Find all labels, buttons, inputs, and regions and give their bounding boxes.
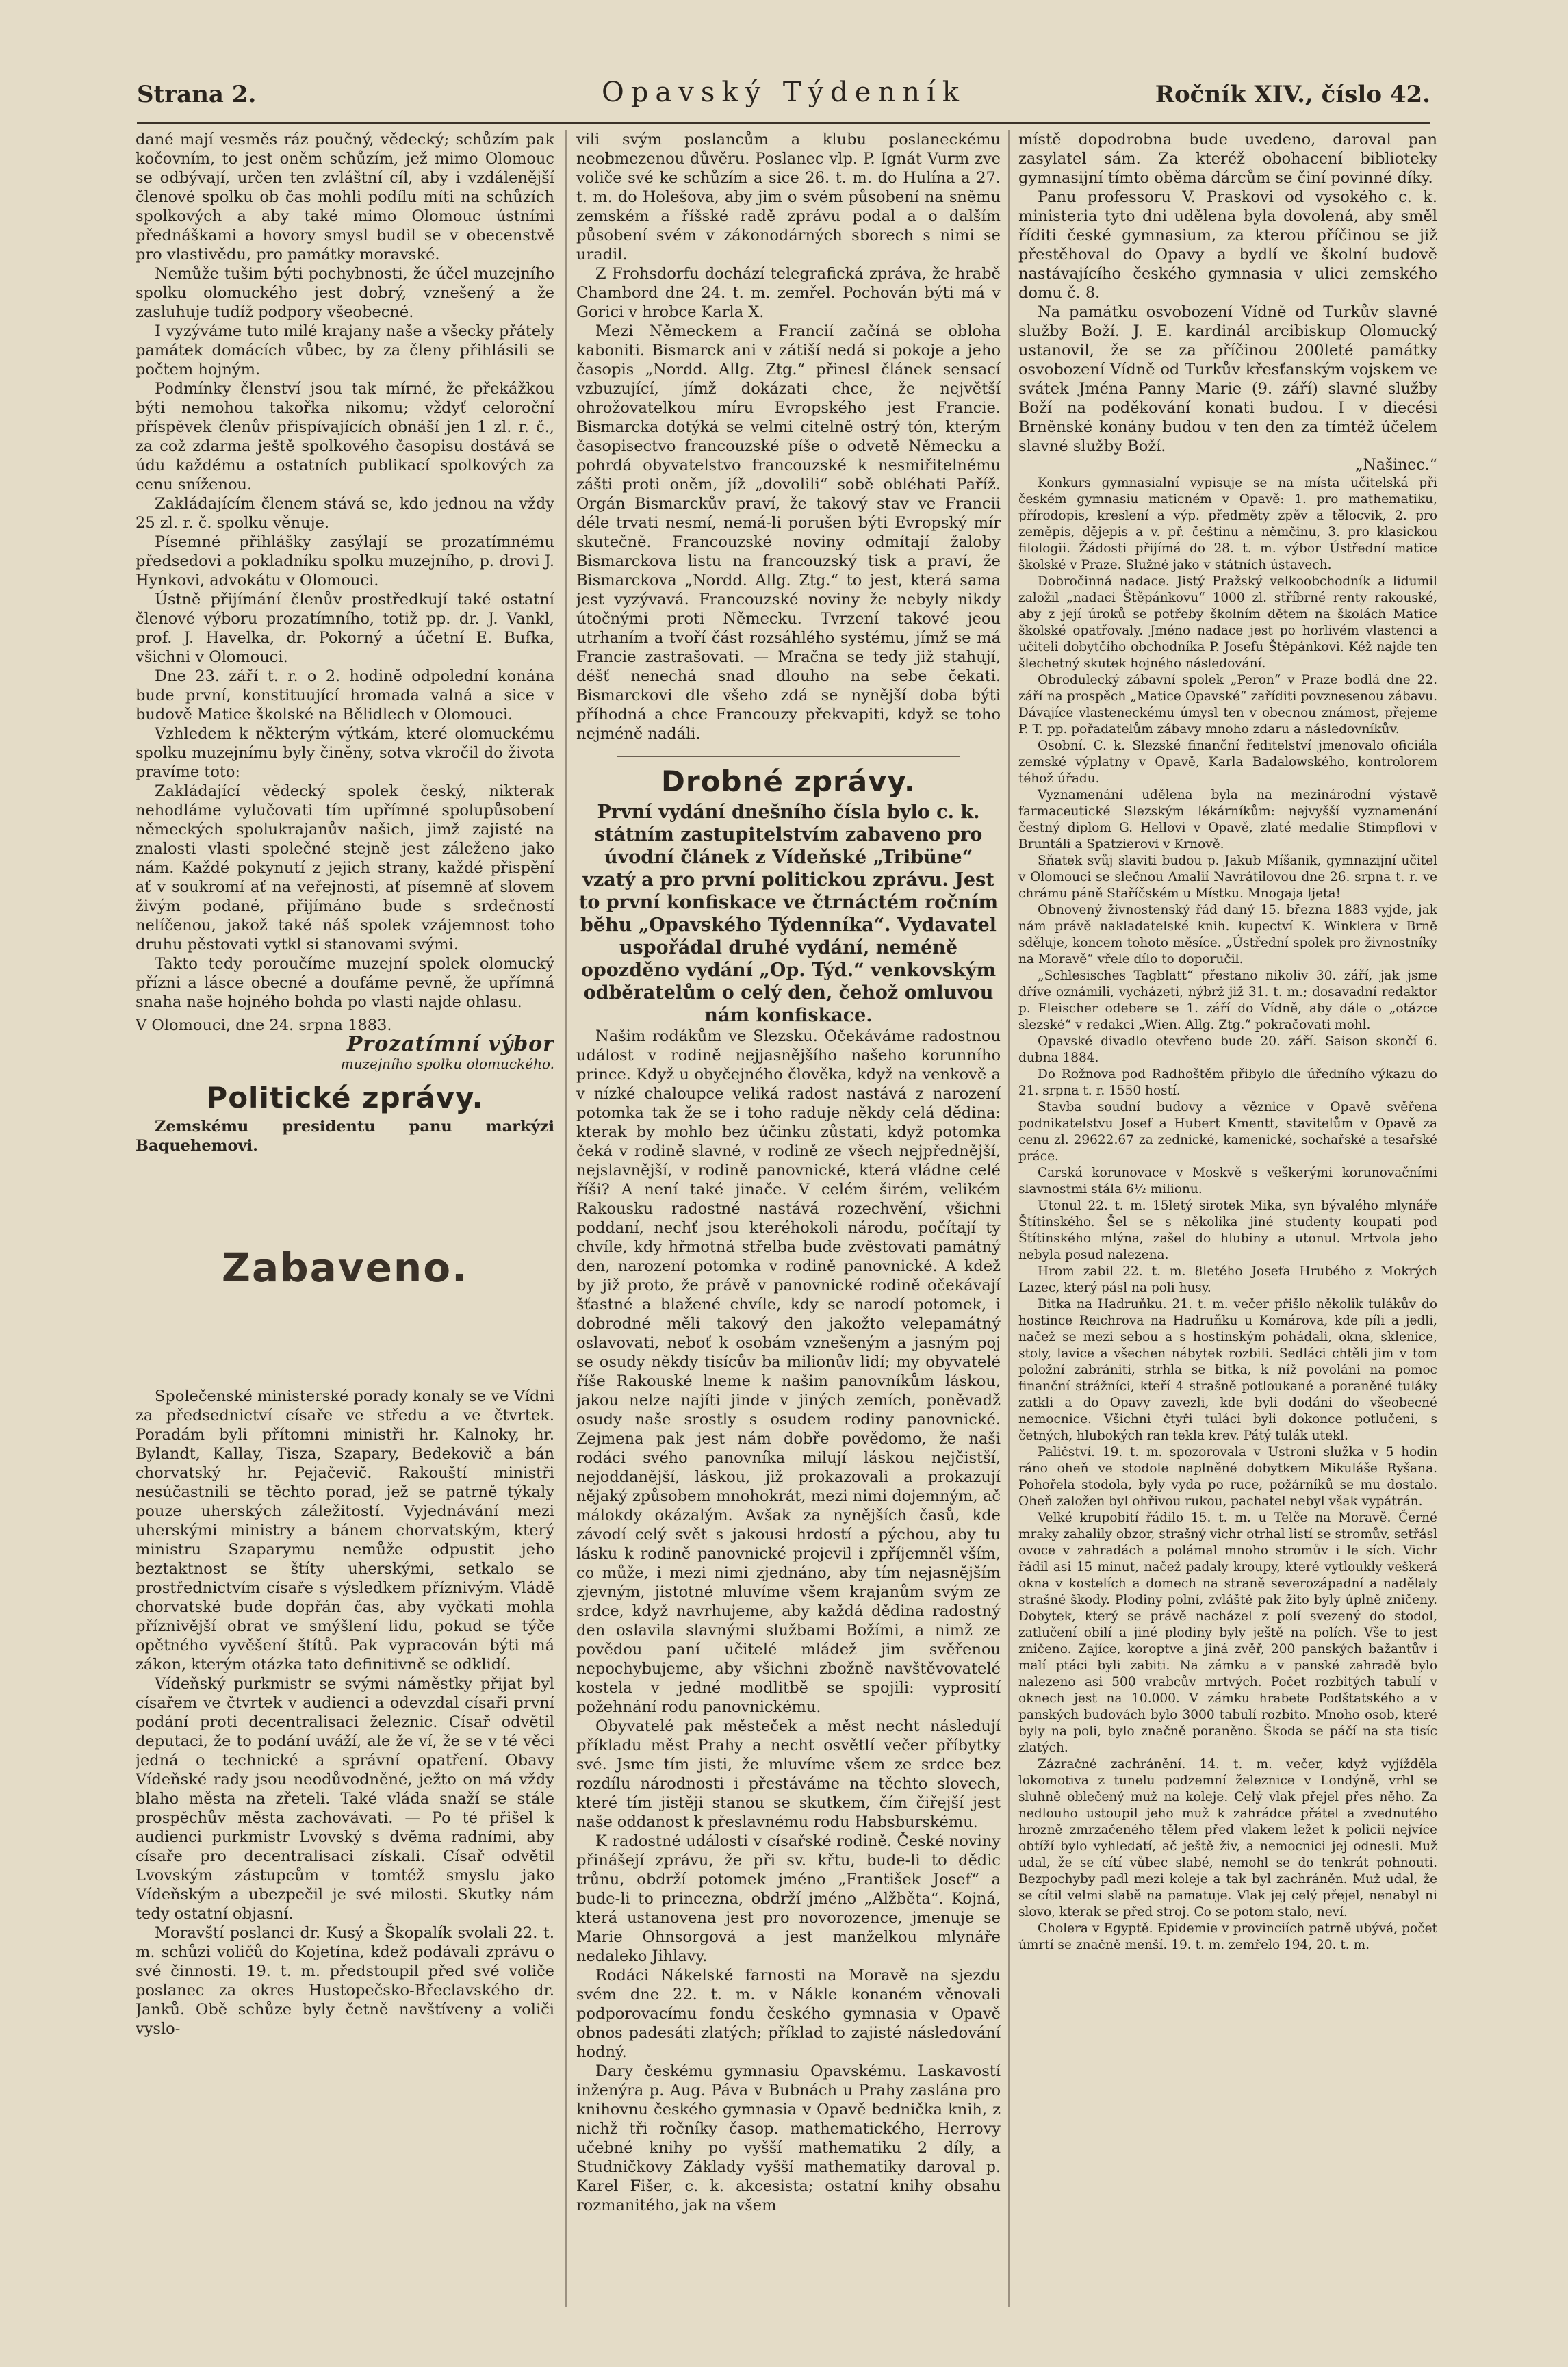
signature: Prozatímní výbor: [346, 1032, 554, 1056]
paragraph: Osobní. C. k. Slezské finanční ředitelství jmenovalo oficiála zemské výplatny v Opavě, Karla Badalowského, kontrolorem téhož úřadu.: [1018, 739, 1437, 786]
paragraph: Společenské ministerské porady konaly se ve Vídni za předsednictví císaře ve středu a ve čtvrtek. Poradám byli přítomni ministři hr. Kalnoky, hr. Bylandt, Kallay, Tisza, Szapary, Bedekovič a bán chorvatský hr. Pejačevič. Rakouští ministři nesúčastnili se těchto porad, jež se patrně týkaly pouze uherských záležitostí. Vyjednávání mezi uherskými ministry a bánem chorvatským, který ministru Szaparymu nemůže odpustit jeho beztaktnost se štíty uherskými, setkalo se prostřednictvím císaře s výsledkem příznivým. Vládě chorvatské bude dopřán čas, aby vyčkati mohla příznivější obrat ve smýšlení lidu, pokud se týče opětného vyvěšení štítů. Pak vypracován býti má zákon, kterým otázka tato definitivně se odklidí.: [136, 1387, 554, 1674]
paragraph: Hrom zabil 22. t. m. 8letého Josefa Hrubého z Mokrých Lazec, který pásl na poli husy.: [1018, 1264, 1437, 1295]
paragraph: Konkurs gymnasialní vypisuje se na místa učitelská při českém gymnasiu maticném v Opavě: 1. pro mathematiku, přírodopis, kreslení a výp. předměty zpěv a tělocvik, 2. pro zeměpis, dějepis a v. př. češtinu a němčinu, 3. pro klasickou filologii. Žádosti přijímá do 28. t. m. výbor Ústřední matice školské v Praze. Služné jako v státních ústavech.: [1018, 476, 1437, 572]
paragraph: Panu professoru V. Praskovi od vysokého c. k. ministeria tyto dni udělena byla dovolená, aby směl říditi české gymnasium, za kterou příčinou se již přestěhoval do Opavy a bydlí ve školní budově nastávajícího českého gymnasia v ulici zemského domu č. 8.: [1018, 188, 1437, 302]
paragraph: Na památku osvobození Vídně od Turkův slavné služby Boží. J. E. kardinál arcibiskup Olomucký ustanovil, že se za příčinou 200leté památky osvobození Vídně od Turkův křesťanským vojskem ve svátek Jména Panny Marie (9. září) slavné služby Boží na poděkování konati budou. I v diecési Brněnské konány budou v ten den za tímtéž účelem slavné služby Boží.: [1018, 303, 1437, 455]
paragraph: Stavba soudní budovy a věznice v Opavě svěřena podnikatelstvu Josef a Hubert Kmentt, stavitelům v Opavě za cenu zl. 29622.67 za zednické, kamenické, sochařské a tesařské práce.: [1018, 1100, 1437, 1164]
section-heading-politicke-zpravy: Politické zprávy.: [206, 1081, 484, 1114]
paragraph: „Schlesisches Tagblatt“ přestano nikoliv 30. září, jak jsme dříve oznámili, vycházeti, nýbrž již 31. t. m.; dosavadní redaktor p. Fleischer odebere se 1. září do Vídně, aby dále o „otázce slezské“ v redakci „Wien. Allg. Ztg.“ pokračovati mohl.: [1018, 969, 1437, 1032]
paragraph: vili svým poslancům a klubu poslaneckému neobmezenou důvěru. Poslanec vlp. P. Ignát Vurm zve voliče své ke schůzím a sice 26. t. m. do Hulína a 27. t. m. do Holešova, aby jim o svém působení na sněmu zemském a říšské radě zprávu podal a o dalším působení svém v zákonodárných sborech s nimi se uradil.: [576, 131, 1001, 264]
paragraph: Paličství. 19. t. m. spozorovala v Ustroni služka v 5 hodin ráno oheň ve stodole naplněné dobytkem Mikuláše Ryšana. Pohořela stodola, byly vyda po ruce, požárníků se mu dostalo. Oheň založen byl ohřivou rukou, pachatel nebyl však vypátrán.: [1018, 1445, 1437, 1509]
page-number: Strana 2.: [137, 81, 257, 108]
paragraph: Zázračné zachránění. 14. t. m. večer, když vyjížděla lokomotiva z tunelu podzemní železnice v Londýně, vrhl se sluhně oblečený muž na koleje. Celý vlak přejel přes něho. Za nedlouho ustoupil jeho muž k zahrádce přátel a zvednutého hrozně zmrzačeného tělem před vlakem ležet k policii nejvíce obtíží bylo vyhledatí, ač ještě živ, a nemocnici jej odnesli. Muž udal, že se cítí vůbec slabé, nemohl se do tenkrát pohnouti. Bezpochyby padl mezi koleje a tak byl zachráněn. Muž udal, že se cítil velmi slabě na pamatuje. Vlak jej celý přejel, nenabyl ni slovo, kterak se před stroj. Co se potom stalo, neví.: [1018, 1757, 1437, 1919]
paragraph: Carská korunovace v Moskvě s veškerými korunovačními slavnostmi stála 6½ milionu.: [1018, 1166, 1437, 1197]
paragraph: Utonul 22. t. m. 15letý sirotek Mika, syn bývalého mlynáře Štítinského. Šel se s několika jiné studenty koupati pod Štítinského mlýna, zašel do hlubiny a utonul. Mrtvola jeho nebyla posud nalezena.: [1018, 1199, 1437, 1262]
paragraph: Takto tedy poroučíme muzejní spolek olomucký přízni a lásce obecné a doufáme pevně, že upřímná snaha naše hojného bohda po vlasti najde ohlasu.: [136, 955, 554, 1011]
section-heading-drobne-zpravy: Drobné zprávy.: [661, 765, 916, 798]
paragraph: Z Frohsdorfu dochází telegrafická zpráva, že hrabě Chambord dne 24. t. m. zemřel. Pochován býti má v Gorici v hrobce Karla X.: [576, 265, 1001, 321]
paragraph: Mezi Německem a Francií začíná se obloha kaboniti. Bismarck ani v zátiší nedá si pokoje a jeho časopis „Nordd. Allg. Ztg.“ přinesl článek sensací vzbuzující, jímž dokázati chce, že největší ohrožovatelkou míru Evropského jest Francie. Bismarcka dotýká se velmi citelně ostrý tón, kterým časopisectvo francouzské píše o odvetě Německu a pohrdá obyvatelstvo francouzské k nesmiřitelnému zášti proti oněm, jíž „dovolili“ sobě obléhati Paříž. Orgán Bismarckův praví, že takový stav ve Francii déle trvati nesmí, nemá-li porušen býti Evropský mír skutečně. Francouzské noviny odmítají žaloby Bismarckova listu na francouzský tisk a praví, že Bismarckova „Nordd. Allg. Ztg.“ to jest, která sama jest vyzývavá. Francouzské noviny že nebyly nikdy útočnými proti Německu. Tvrzení takové jeou utrhaním a tvoří část rozsáhlého systému, jímž se má Francie zastrašovati. — Mračna se tedy již stahují, déšť nenechá snad dlouho na sebe čekati. Bismarckovi dle všeho zdá se nynější doba býti příhodná a chce Francouzy překvapiti, když se toho nejméně nadáli.: [576, 322, 1001, 743]
paragraph: Do Rožnova pod Radhoštěm přibylo dle úředního výkazu do 21. srpna t. r. 1550 hostí.: [1018, 1067, 1437, 1098]
paragraph: Ústně přijímání členův prostředkují také ostatní členové výboru prozatímního, totiž pp. dr. J. Vankl, prof. J. Havelka, dr. Pokorný a účetní E. Bufka, všichni v Olomouci.: [136, 591, 554, 666]
paragraph: Vyznamenání udělena byla na mezinárodní výstavě farmaceutické Slezským lékárníkům: nejvyšší vyznamenání čestný diplom G. Hellovi v Opavě, zlaté medalie Stimpflovi v Bruntáli a Spatzierovi v Krnově.: [1018, 788, 1437, 852]
divider: [617, 756, 960, 757]
paragraph: Bitka na Hadruňku. 21. t. m. večer přišlo několik tulákův do hostince Reichrova na Hadruňku u Komárova, kde píli a jedli, načež se mezi sebou a s hostinským pohádali, okna, sklenice, stoly, lavice a všechen nábytek rozbili. Sedláci chtěli jim v tom položní zabrániti, strhla se bitka, k níž povoláni na pomoc finanční strážníci, kteří 4 strašně potloukané a poraněné tuláky zatkli a do Opavy zavezli, kde byli dodáni do všeobecné nemocnice. Všichni čtyři tuláci byli dokonce potlučeni, s četných, hlubokých ran tekla krev. Pátý tulák utekl.: [1018, 1297, 1437, 1443]
issue-info: Ročník XIV., číslo 42.: [1155, 81, 1430, 108]
paragraph: Obnovený živnostenský řád daný 15. března 1883 vyjde, jak nám právě nakladatelské knih. kupectví K. Winklera v Brně sděluje, koncem tohoto měsíce. „Ústřední spolek pro živnostníky na Moravě“ vřele dílo to doporučil.: [1018, 903, 1437, 967]
censored-notice: Zabaveno.: [221, 1244, 469, 1291]
paragraph: Sňatek svůj slaviti budou p. Jakub Míšanik, gymnazijní učitel v Olomouci se slečnou Amalií Navrátilovou dne 26. srpna t. r. ve chrámu páně Staříčském u Místku. Mnogaja ljeta!: [1018, 854, 1437, 901]
column-rule: [1008, 130, 1010, 2307]
paragraph: Písemné přihlášky zasýlají se prozatímnému předsedovi a pokladníku spolku muzejního, p. drovi J. Hynkovi, advokátu v Olomouci.: [136, 533, 554, 589]
paragraph: Zakládající vědecký spolek český, nikterak nehodláme vylučovati tím upřímné spolupůsobení německých spolukrajanův našich, jimž zajisté na znalosti vlasti společné stejně jest záleženo jako nám. Každé pokynutí z jejich strany, každé přispění ať v soukromí ať na veřejnosti, ať písemně ať slovem živým podané, přijímáno bude s srdečností nelíčenou, jakož také náš spolek vzájemnost toho druhu pěstovati vytkl si stanovami svými.: [136, 782, 554, 954]
column-2: [576, 130, 1001, 2307]
column-rule: [565, 130, 567, 2307]
page-header: [137, 74, 1430, 124]
paragraph: Dne 23. září t. r. o 2. hodině odpolední konána bude první, konstituující hromada valná a sice v budově Matice školské na Bělidlech v Olomouci.: [136, 667, 554, 724]
paragraph: Dary českému gymnasiu Opavskému. Laskavostí inženýra p. Aug. Páva v Bubnách u Prahy zaslána pro knihovnu českého gymnasia v Opavě bednička knih, z nichž tři ročníky časop. mathematického, Herrovy učebné knihy po vyšší mathematiku 2 díly, a Studničkovy Základy vyšší mathematiky daroval p. Karel Fišer, c. k. akcesista; ostatní knihy obsahu rozmanitého, jak na všem: [576, 2062, 1001, 2214]
column-1: [136, 130, 554, 2307]
paragraph: Obrodulecký zábavní spolek „Peron“ v Praze bodlá dne 22. září na prospěch „Matice Opavské“ zaříditi povznesenou zábavu. Dávajíce vlasteneckému úmysl ten v obecnou známost, přejeme P. T. pp. pořadatelům zábavy mnoho zdaru a následovníkův.: [1018, 673, 1437, 737]
paragraph: Rodáci Nákelské farnosti na Moravě na sjezdu svém dne 22. t. m. v Nákle konaném věnovali podporovacímu fondu českého gymnasia v Opavě obnos padesáti zlatých; příklad to zajisté následování hodný.: [576, 1967, 1001, 2061]
paragraph: Nemůže tušim býti pochybnosti, že účel muzejního spolku olomuckého jest dobrý, vznešený a že zasluhuje tudíž podpory všeobecné.: [136, 265, 554, 321]
paragraph: Obyvatelé pak městeček a měst necht následují příkladu měst Prahy a necht osvětlí večer příbytky své. Jsme tím jisti, že mluvíme všem ze srdce bez rozdílu národnosti i přestáváme na těchto slovech, které tím jistěji stanou se skutkem, čím čiřejší jest naše oddanost k přeslavnému rodu Habsburskému.: [576, 1717, 1001, 1831]
paragraph: Moravští poslanci dr. Kusý a Škopalík svolali 22. t. m. schůzi voličů do Kojetína, kdež podávali zprávu o své činnosti. 19. t. m. předstoupil před své voliče poslanec za okres Hustopečsko-Břeclavského dr. Janků. Obě schůze byly četně navštíveny a voliči vyslo-: [136, 1924, 554, 2038]
paragraph: Velké krupobití řádilo 15. t. m. u Telče na Moravě. Černé mraky zahalily obzor, strašný vichr otrhal listí se stromův, setřásl ovoce v zahradách a polámal mnoho stromův i le sích. Vichr řádil asi 15 minut, načež padaly kroupy, které vytloukly veškerá okna v kostelích a domech na straně severozápadní a nadělaly strašné škody. Plodiny polní, zvláště pak žito byly úplně zničeny. Dobytek, který se právě nacházel z polí svezený do stodol, zatlučení obilí a jiné plodiny byly ještě na polích. Vše to jest zničeno. Zajíce, koroptve a jiná zvěř, 200 panských bažantův i malí ptáci byli zabiti. Na zámku a v panské zahradě bylo nalezeno asi 500 vrabcův mrtvých. Počet rozbitých tabulí v oknech jest na 10.000. V zámku hrabete Podštatského a v panských budovách bylo 3000 tabulí rozbito. Mnoho osob, které byly na poli, bylo značně poraněno. Škoda se páčí na sta tisíc zlatých.: [1018, 1511, 1437, 1755]
confiscation-notice: První vydání dnešního čísla bylo c. k. státním zastupitelstvím zabaveno pro úvodní článek z Vídeňské „Tribüne“ vzatý a pro první politickou zprávu. Jest to první konfiskace ve čtrnáctém ročním běhu „Opavského Týdenníka“. Vydavatel uspořádal druhé vydání, neméně opozděno vydání „Op. Týd.“ venkovským odběratelům o celý den, čehož omluvou nám konfiskace.: [578, 802, 999, 1026]
article-lead: Zemskému presidentu panu markýzi Baquehemovi.: [136, 1118, 554, 1155]
column-3: [1018, 130, 1437, 2307]
paragraph: Podmínky členství jsou tak mírné, že překážkou býti nemohou takořka nikomu; vždyť celoroční příspěvek členův přispívajících obnáší jen 1 zl. r. č., za což zdarma ještě spolkového časopisu dostává se údu každému a ostatních publikací spolkových za cenu sníženou.: [136, 380, 554, 494]
paragraph: Našim rodákům ve Slezsku. Očekáváme radostnou událost v rodině nejjasnějšího našeho korunního prince. Když u obyčejného člověka, když na venkově a v nízké chaloupce veliká radost nastává z narození potomka tak že se i toho raduje někdy celá dědina: kterak by mohlo bez účinku zůstati, když potomka čeká v rodině slavné, v rodině ze všech nejpřednější, nejslavnější, v rodině panovnické, která vládne celé říši? A není také jinače. V celém širém, velikém Rakousku radostné nastává rozechvění, všichni poddaní, nechť jsou kteréhokoli národu, počítají ty chvíle, kdy hřmotná střelba bude zvěstovati památný den, narození potomka v rodině panovnické. A kdež by již proto, že právě v panovnické rodině očekávají šťastné a blažené chvíle, kdy se narodí potomek, i dobrodné měli takový den jakožto velepamátný oslavovati, neboť k osobám vznešeným a jasným poj se osudy někdy tisícův ba milionův lidí; my obyvatelé říše Rakouské lneme k našim panovníkům láskou, jakou nelze najíti jinde v jiných zemích, poněvadž osudy naše srostly s osudem rodiny panovnické. Zejmena pak jest nám dobře povědomo, že naši rodáci svého panovníka milují láskou nejčistší, nejoddanější, láskou, již prokazovali a prokazují nějaký způsobem mnohokrát, mezi nimi dojemným, ač málokdy okázalým. Avšak za nynějších časů, kde závodí celý svět s jakousi hrdostí a pýchou, aby tu lásku k rodině panovnické projevil i zpříjemněl vším, co může, i mezi nimi zjednáno, aby tím nejasnějším zjevným, jistotné mluvíme všem krajanům svým ze srdce, když navrhujeme, aby každá dědina radostný den oslavila slavnými službami Božími, a nimž ze povědou paní učitelé mládež jim svěřenou nepochybujeme, aby všichni zbožně navštěvovatelé kostela v jedné modlitbě se spojili: vyprosití požehnání rodu panovnickému.: [576, 1027, 1001, 1716]
dateline: V Olomouci, dne 24. srpna 1883.: [136, 1016, 392, 1034]
paragraph: K radostné události v císařské rodině. České noviny přinášejí zprávu, že při sv. křtu, bude-li to dědic trůnu, obdrží potomek jméno „František Josef“ a bude-li to princezna, obdrží jméno „Alžběta“. Kojná, která ustanovena jest pro novorozence, jmenuje se Marie Ohnsorgová a jest manželkou mlynáře nedaleko Jihlavy.: [576, 1832, 1001, 1965]
paragraph: I vyzýváme tuto milé krajany naše a všecky přátely památek domácích vůbec, by za členy přihlásili se počtem hojným.: [136, 322, 554, 379]
source-attribution: „Našinec.“: [1355, 457, 1437, 474]
paragraph: Opavské divadlo otevřeno bude 20. září. Saison skončí 6. dubna 1884.: [1018, 1034, 1437, 1065]
paragraph: Cholera v Egyptě. Epidemie v provinciích patrně ubývá, počet úmrtí se značně menší. 19. t. m. zemřelo 194, 20. t. m.: [1018, 1921, 1437, 1952]
newspaper-title: Opavský Týdenník: [601, 77, 966, 108]
paragraph: Dobročinná nadace. Jistý Pražský velkoobchodník a lidumil založil „nadaci Štěpánkovu“ 1000 zl. stříbrné renty rakouské, aby z její úroků se potřeby školním dětem na školách Matice školské opatřovaly. Jméno nadace jest po horlivém vlastenci a učiteli dobytčího obchodníka P. Josefu Štěpánkovi. Kéž najde ten šlechetný skutek hojného následování.: [1018, 574, 1437, 671]
paragraph: Vzhledem k některým výtkám, které olomuckému spolku muzejnímu byly činěny, sotva vkročil do života pravíme toto:: [136, 725, 554, 781]
signature-subtitle: muzejního spolku olomuckého.: [340, 1055, 554, 1072]
paragraph: Zakládajícím členem stává se, kdo jednou na vždy 25 zl. r. č. spolku věnuje.: [136, 495, 554, 532]
paragraph: Vídeňský purkmistr se svými náměstky přijat byl císařem ve čtvrtek v audienci a odevzdal císaři první podání proti decentralisaci železnic. Císař odvětil deputaci, že to podání uváží, ale že ví, že se v té věci jedná o technické a správní opatření. Obavy Vídeňské rady jsou neodůvodněné, ježto on má vždy blaho města na zřeteli. Také vláda snaží se stále prospěchův města zachovávati. — Po té přišel k audienci purkmistr Lvovský s dvěma radními, aby císaře pro decentralisaci získali. Císař odvětil Lvovským zástupcům v tomtéž smyslu jako Vídeňským a ubezpečil je své milosti. Skutky nám tedy ostatní objasní.: [136, 1675, 554, 1923]
paragraph: místě dopodrobna bude uvedeno, daroval pan zasylatel sám. Za kteréž obohacení biblioteky gymnasijní tímto oběma dárcům se činí povinné díky.: [1018, 131, 1437, 187]
paragraph: dané mají vesměs ráz poučný, vědecký; schůzím pak kočovním, to jest oněm schůzím, jež mimo Olomouc se odbývají, určen ten zvláštní cíl, aby i vzdálenější členové spolku ob čas mohli podílu míti na schůzích spolkových a aby také mimo Olomouc ústními přednáškami a hovory smysl budil se v obecenstvě pro vlastivědu, pro památky moravské.: [136, 131, 554, 264]
